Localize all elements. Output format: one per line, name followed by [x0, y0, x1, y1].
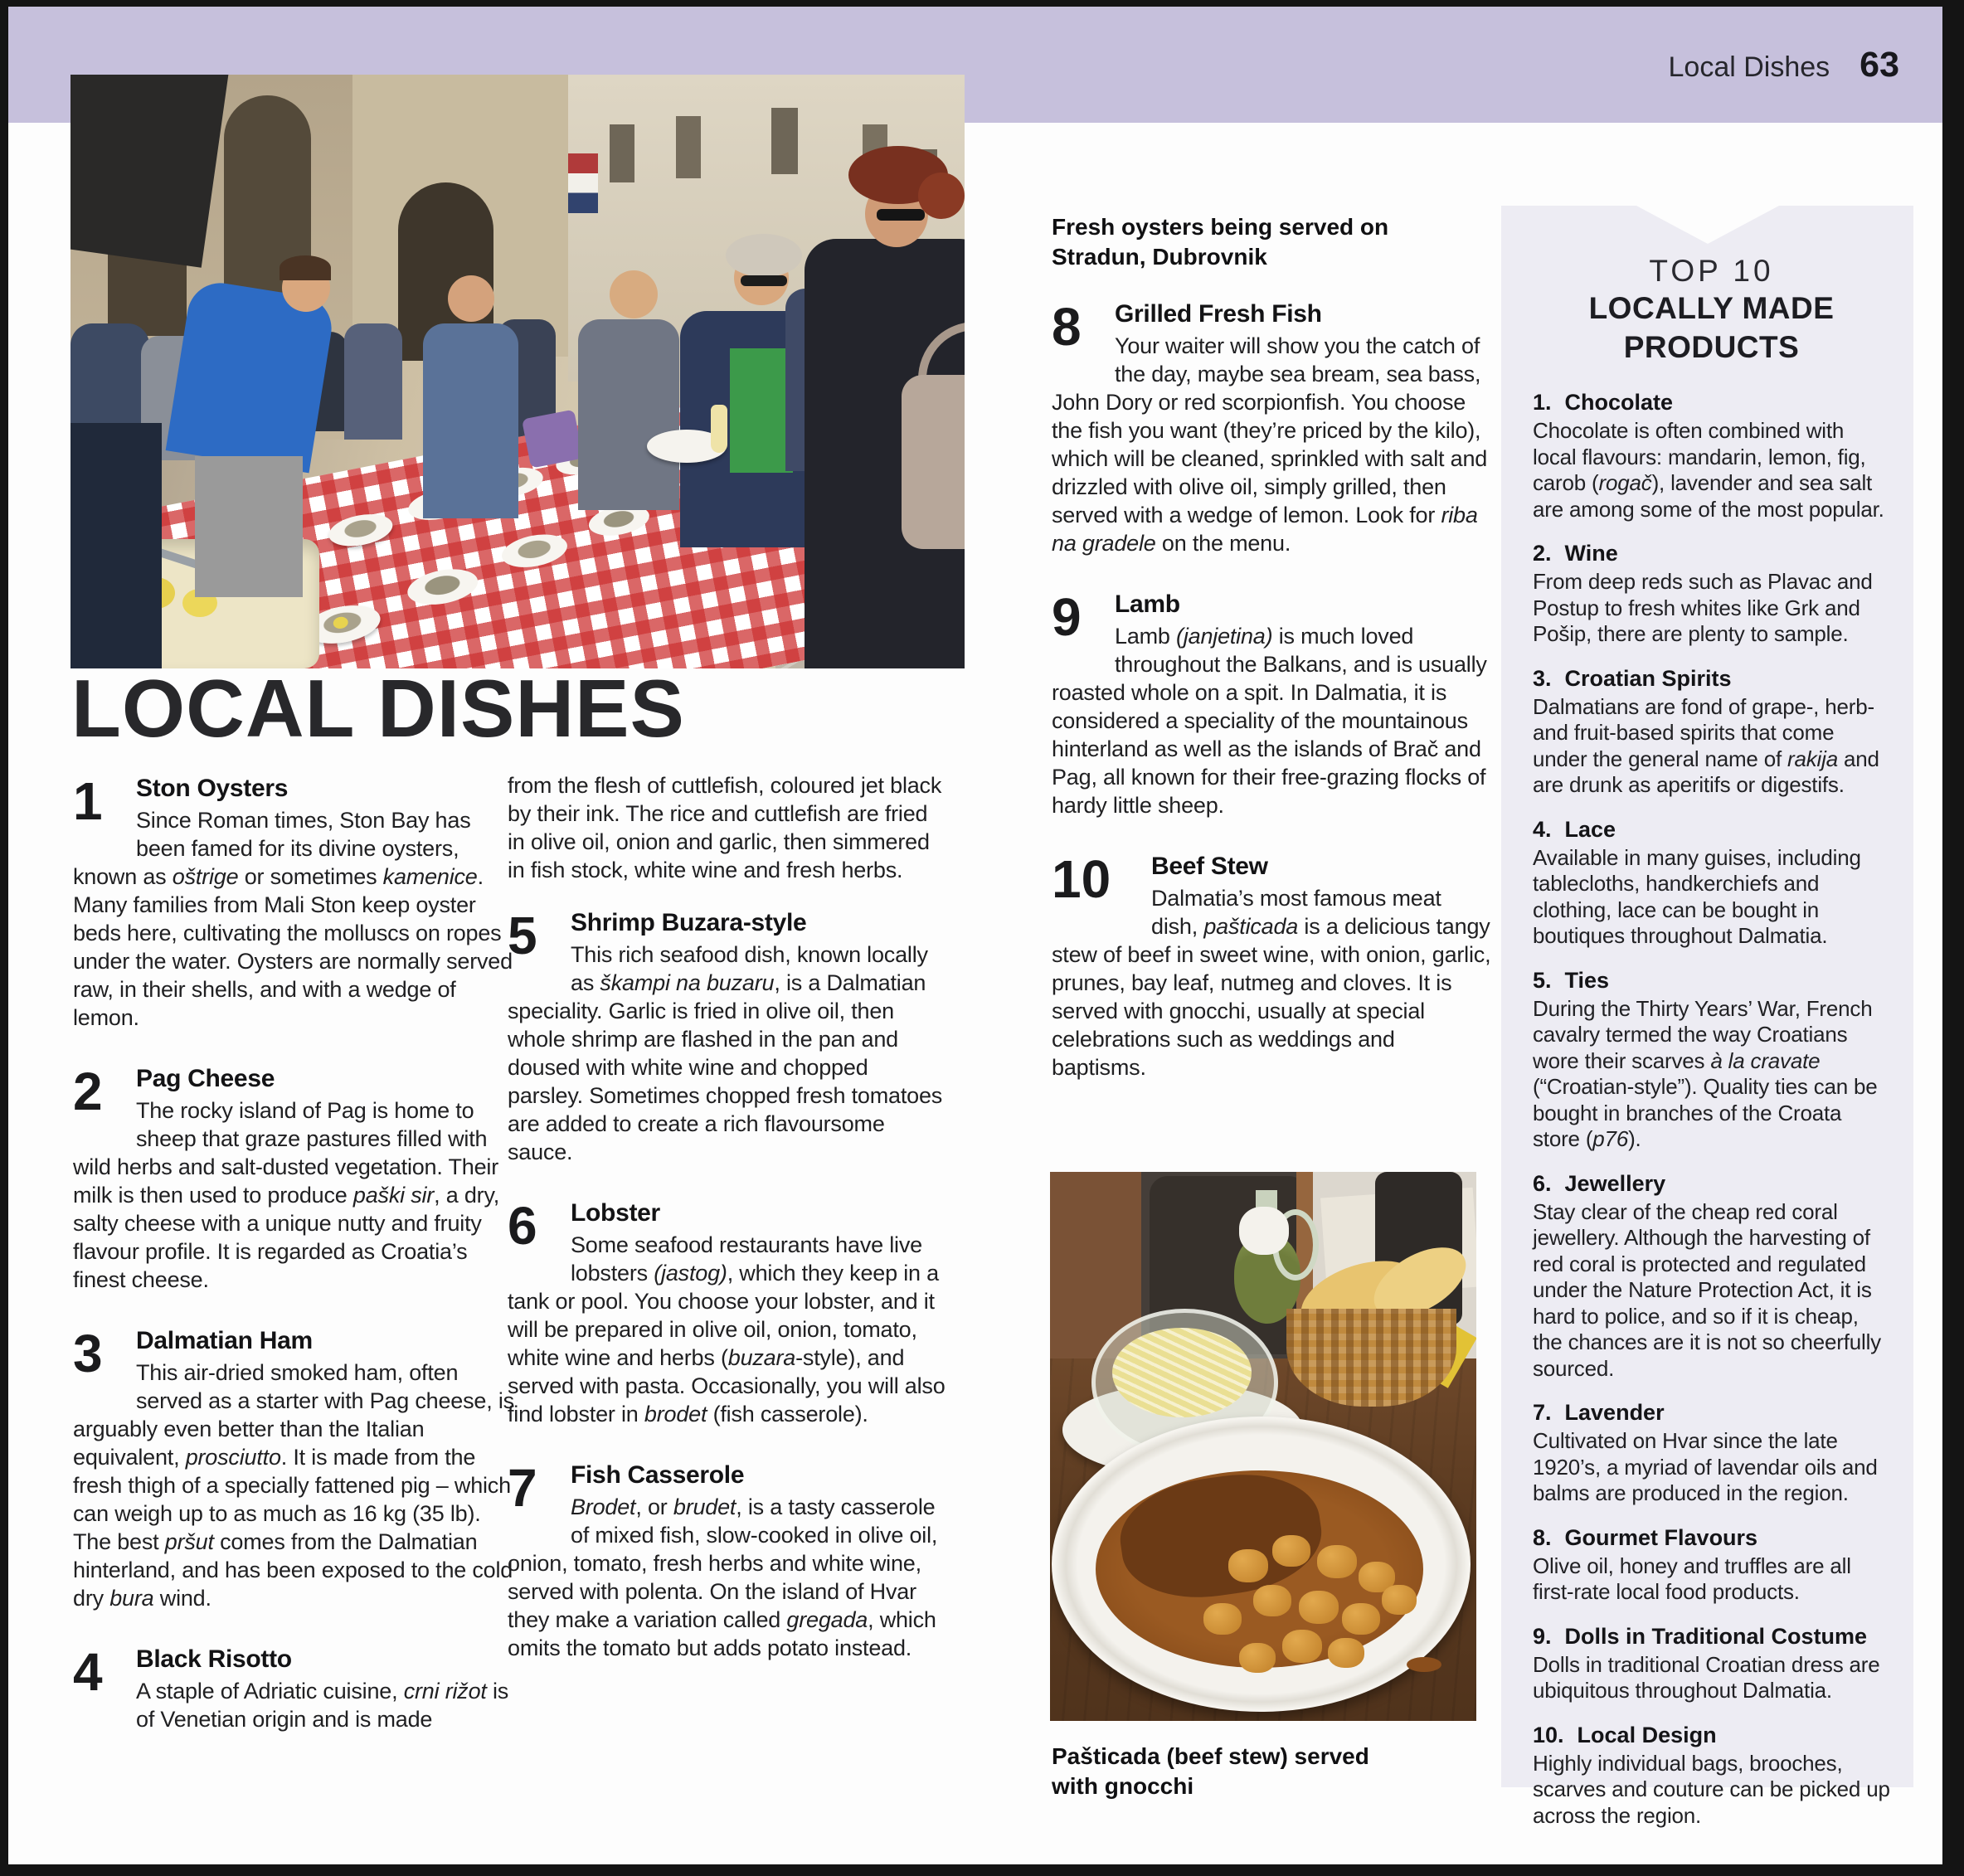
figure-shape [70, 423, 162, 668]
photo-shape [70, 75, 228, 268]
paper-towel-shape [1239, 1207, 1289, 1255]
sidebar-notch [1636, 206, 1779, 244]
plate-shape [326, 509, 395, 551]
item-number: 2. [1533, 541, 1552, 566]
entry-text: Brodet, or brudet, is a tasty casserole of mixed fish, slow-cooked in olive oil, onion, tomato, fresh herbs and white wine, served with polenta. On the island of Hvar they make a variation called gregada, which omits the tomato but adds potato instead. [508, 1494, 938, 1660]
item-name: Gourmet Flavours [1564, 1524, 1758, 1550]
dish-entry-dalmatian-ham [73, 1324, 514, 1612]
wineglass-shape [711, 405, 727, 453]
photo-shape [771, 108, 798, 174]
item-number: 8. [1533, 1524, 1552, 1550]
entry-number: 2 [73, 1062, 103, 1121]
item-text: Dolls in traditional Croatian dress are ubiquitous throughout Dalmatia. [1533, 1651, 1880, 1703]
sidebar-item-wine [1533, 539, 1890, 648]
entry-name: Lobster [571, 1199, 660, 1227]
item-text: Olive oil, honey and truffles are all first-rate local food products. [1533, 1553, 1851, 1604]
figure-shape [578, 319, 679, 510]
item-name: Wine [1564, 541, 1618, 566]
item-text: Stay clear of the cheap red coral jewellery. Although the harvesting of red coral is protected and regulated under the Nature Protection Act, it is hard to police, and so if it is cheap, the chances are it is not so cheerfully sourced. [1533, 1198, 1881, 1381]
entry-number: 5 [508, 906, 537, 965]
column-1 [73, 771, 514, 1763]
sidebar-title-line2: LOCALLY MADE [1588, 291, 1835, 325]
entry-number: 9 [1052, 587, 1082, 647]
page-sheet [8, 7, 1942, 1864]
entry-text: The rocky island of Pag is home to sheep that graze pastures filled with wild herbs and salt-dusted vegetation. Their milk is then used to produce paški sir, a dry, salty cheese with a unique nutty and fruity flavour profile. It is regarded as Croatia’s finest cheese. [73, 1098, 500, 1292]
pasticada-photo [1050, 1172, 1476, 1721]
top10-sidebar [1501, 206, 1913, 1828]
sidebar-item-jewellery [1533, 1169, 1890, 1383]
bucket-shape [522, 410, 583, 469]
item-text: Highly individual bags, brooches, scarves and couture can be picked up across the region. [1533, 1750, 1890, 1828]
dish-entry-lamb [1052, 587, 1493, 819]
gnocchi-shape [1317, 1545, 1357, 1578]
entry-name: Dalmatian Ham [136, 1327, 313, 1354]
item-name: Jewellery [1564, 1170, 1666, 1196]
entry-number: 1 [73, 771, 103, 831]
photo-caption-bottom: Pašticada (beef stew) served with gnocchi [1052, 1743, 1369, 1799]
figure-shape [423, 323, 518, 518]
item-text: During the Thirty Years’ War, French cavalry termed the way Croatians wore their scarves à la cravate (“Croatian-style”). Quality ties can be bought in branches of the Croata store (p76). [1533, 995, 1878, 1151]
gnocchi-shape [1282, 1630, 1322, 1663]
sidebar-item-croatian-spirits [1533, 664, 1890, 799]
item-text: Dalmatians are fond of grape-, herb- and fruit-based spirits that come under the general name of rakija and are drunk as aperitifs or digestifs. [1533, 693, 1879, 797]
entry-name: Fish Casserole [571, 1461, 745, 1489]
item-number: 5. [1533, 967, 1552, 993]
item-number: 9. [1533, 1623, 1552, 1649]
sidebar-item-lace [1533, 815, 1890, 950]
sidebar-title-top: TOP 10 [1649, 254, 1774, 288]
item-text: From deep reds such as Plavac and Postup to fresh whites like Grk and Pošip, there are plenty to sample. [1533, 569, 1873, 646]
entry-name: Ston Oysters [136, 775, 289, 802]
entry-number: 4 [73, 1642, 103, 1702]
entry-text: Dalmatia’s most famous meat dish, pašticada is a delicious tangy stew of beef in sweet wine, with onion, garlic, prunes, bay leaf, nutmeg and cloves. It is served with gnocchi, usually at special celebrations such as weddings and baptisms. [1052, 886, 1491, 1080]
page-number: 63 [1859, 45, 1899, 85]
item-name: Dolls in Traditional Costume [1564, 1623, 1868, 1649]
item-name: Croatian Spirits [1564, 665, 1732, 691]
item-number: 4. [1533, 816, 1552, 842]
entry-number: 7 [508, 1458, 537, 1518]
section-label: Local Dishes [1668, 51, 1830, 83]
head-shape [448, 275, 494, 322]
item-number: 10. [1533, 1722, 1564, 1747]
gnocchi-shape [1203, 1603, 1242, 1635]
item-number: 6. [1533, 1170, 1552, 1196]
entry-text: Some seafood restaurants have live lobsters (jastog), which they keep in a tank or pool. You choose your lobster, and it will be prepared in olive oil, onion, tomato, white wine and herbs (buzara-style), and served with pasta. Occasionally, you will also find lobster in brodet (fish casserole). [508, 1232, 946, 1426]
gnocchi-shape [1382, 1585, 1417, 1615]
photo-caption-top: Fresh oysters being served on Stradun, Dubrovnik [1052, 214, 1389, 270]
dish-entry-grilled-fresh-fish [1052, 297, 1493, 557]
sidebar-items [1533, 388, 1890, 1829]
entry-number: 3 [73, 1324, 103, 1383]
photo-shape [610, 124, 634, 182]
head-shape [610, 270, 658, 318]
hair-bun-shape [918, 173, 965, 219]
entry-name: Grilled Fresh Fish [1115, 300, 1322, 328]
item-number: 3. [1533, 665, 1552, 691]
page-title: LOCAL DISHES [71, 663, 685, 754]
entry-text: This air-dried smoked ham, often served as a starter with Pag cheese, is arguably even better than the Italian equivalent, prosciutto. It is made from the fresh thigh of a specially fattened pig – which can weigh up to as much as 16 kg (35 lb). The best pršut comes from the Dalmatian hinterland, and has been exposed to the cold dry bura wind. [73, 1360, 514, 1611]
item-text: Chocolate is often combined with local flavours: mandarin, lemon, fig, carob (rogač), lavender and sea salt are among some of the most popular. [1533, 418, 1884, 522]
sidebar-item-local-design [1533, 1721, 1890, 1830]
column-2 [508, 771, 949, 1692]
entry-name: Beef Stew [1151, 853, 1268, 880]
entry-text: Since Roman times, Ston Bay has been famed for its divine oysters, known as oštrige or sometimes kamenice. Many families from Mali Ston keep oyster beds here, cultivating the molluscs on ropes under the water. Oysters are normally served raw, in their shells, and with a wedge of lemon. [73, 808, 513, 1030]
gnocchi-shape [1253, 1585, 1291, 1616]
dish-entry-ston-oysters [73, 771, 514, 1032]
salad-shape [1112, 1328, 1252, 1417]
entry-name: Shrimp Buzara-style [571, 909, 807, 936]
plate-shape [499, 529, 571, 572]
gnocchi-shape [1239, 1643, 1276, 1673]
running-head [1669, 45, 1900, 85]
entry-name: Black Risotto [136, 1645, 292, 1673]
column-3 [1052, 209, 1493, 1111]
item-number: 1. [1533, 390, 1552, 415]
gnocchi-shape [1272, 1535, 1310, 1567]
item-name: Local Design [1577, 1722, 1717, 1747]
item-name: Lavender [1564, 1400, 1665, 1425]
polo-shape [730, 348, 793, 473]
gnocchi-shape [1342, 1603, 1380, 1635]
sidebar-content [1501, 206, 1913, 1829]
item-text: Cultivated on Hvar since the late 1920’s, a myriad of lavendar oils and balms are produced in the region. [1533, 1428, 1878, 1505]
dish-entry-black-risotto [73, 1642, 514, 1733]
item-name: Chocolate [1564, 390, 1674, 415]
entry-number: 8 [1052, 297, 1082, 357]
entry-text: Lamb (janjetina) is much loved throughout the Balkans, and is usually roasted whole on a spit. In Dalmatia, it is considered a speciality of the mountainous hinterland as well as the islands of Brač and Pag, all known for their free-grazing flocks of hardy little sheep. [1052, 624, 1487, 818]
sidebar-item-gourmet-flavours [1533, 1524, 1890, 1606]
hair-shape [280, 255, 331, 280]
entry-name: Pag Cheese [136, 1065, 275, 1092]
item-number: 7. [1533, 1400, 1552, 1425]
bag-shape [902, 375, 965, 549]
sidebar-item-chocolate [1533, 388, 1890, 522]
figure-shape [195, 456, 303, 597]
plate-shape [405, 564, 481, 610]
item-text: Available in many guises, including tablecloths, handkerchiefs and clothing, lace can be bought in boutiques throughout Dalmatia. [1533, 844, 1861, 948]
flag-shape [568, 153, 598, 213]
entry-number: 6 [508, 1196, 537, 1256]
entry-text: Your waiter will show you the catch of the day, maybe sea bream, sea bass, John Dory or red scorpionfish. You choose the fish you want (they’re priced by the kilo), which will be cleaned, sprinkled with salt and drizzled with olive oil, simply grilled, then served with a wedge of lemon. Look for riba na gradele on the menu. [1052, 333, 1488, 556]
dish-entry-lobster [508, 1196, 949, 1428]
gnocchi-shape [1299, 1591, 1339, 1624]
photo-shape [676, 116, 701, 178]
oyster-market-photo [70, 75, 965, 668]
sauce-drip-shape [1407, 1657, 1441, 1672]
gnocchi-shape [1328, 1638, 1364, 1668]
sidebar-item-dolls [1533, 1622, 1890, 1704]
sunglasses-shape [877, 209, 925, 221]
entry-number: 10 [1052, 849, 1111, 909]
sidebar-title-line3: PRODUCTS [1623, 330, 1800, 364]
dish-entry-fish-casserole [508, 1458, 949, 1662]
entry-text: This rich seafood dish, known locally as škampi na buzaru, is a Dalmatian speciality. Garlic is fried in olive oil, then whole shrimp are flashed in the pan and doused with white wine and chopped parsley. Sometimes chopped fresh tomatoes are added to create a rich flavoursome sauce. [508, 942, 943, 1164]
hair-shape [726, 234, 802, 277]
item-name: Ties [1564, 967, 1610, 993]
dish-entry-shrimp-buzara [508, 906, 949, 1166]
sidebar-item-ties [1533, 966, 1890, 1153]
black-risotto-continuation: from the flesh of cuttlefish, coloured jet black by their ink. The rice and cuttlefish are fried in olive oil, onion and garlic, then simmered in fish stock, white wine and fresh herbs. [508, 773, 942, 882]
entry-name: Lamb [1115, 591, 1180, 618]
sidebar-item-lavender [1533, 1398, 1890, 1507]
item-name: Lace [1564, 816, 1616, 842]
crowd-shape [344, 323, 402, 440]
entry-text: A staple of Adriatic cuisine, crni rižot is of Venetian origin and is made [136, 1679, 509, 1732]
sunglasses-shape [741, 275, 787, 286]
gnocchi-shape [1228, 1549, 1268, 1582]
dish-entry-pag-cheese [73, 1062, 514, 1294]
dish-entry-beef-stew [1052, 849, 1493, 1081]
